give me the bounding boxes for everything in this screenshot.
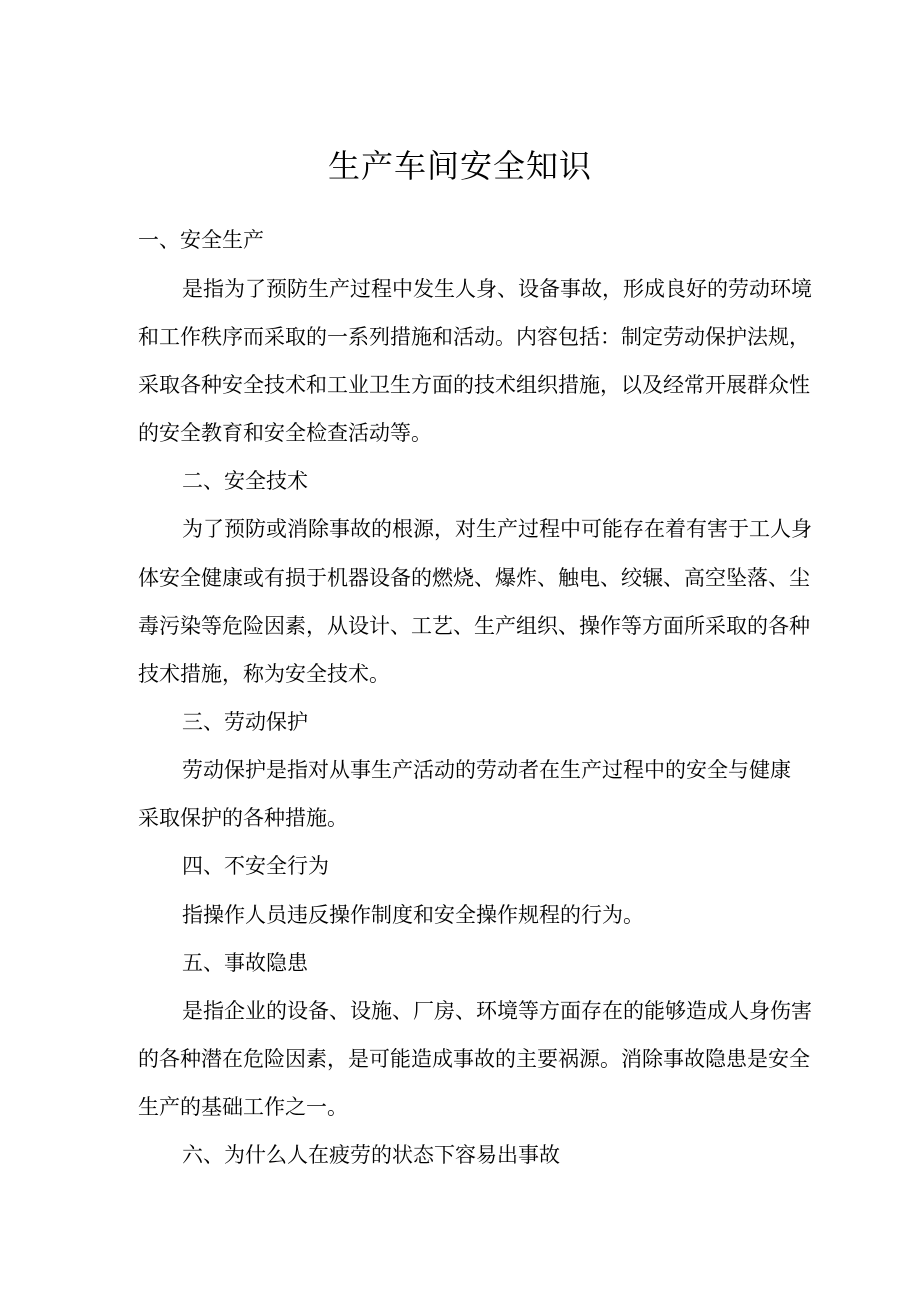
section-heading-5: 五、事故隐患 [182,951,308,975]
section-heading-4: 四、不安全行为 [182,854,329,878]
paragraph-line: 技术措施，称为安全技术。 [138,662,390,686]
paragraph-line: 是指为了预防生产过程中发生人身、设备事故，形成良好的劳动环境 [182,277,812,301]
section-heading-6: 六、为什么人在疲劳的状态下容易出事故 [182,1143,560,1167]
paragraph-line: 劳动保护是指对从事生产活动的劳动者在生产过程中的安全与健康 [182,758,791,782]
paragraph-line: 和工作秩序而采取的一系列措施和活动。内容包括：制定劳动保护法规， [138,325,810,349]
paragraph-line: 是指企业的设备、设施、厂房、环境等方面存在的能够造成人身伤害 [182,999,812,1023]
section-heading-3: 三、劳动保护 [182,710,308,734]
section-heading-2: 二、安全技术 [182,469,308,493]
paragraph-line: 为了预防或消除事故的根源，对生产过程中可能存在着有害于工人身 [182,517,812,541]
section-heading-1: 一、安全生产 [138,228,264,252]
paragraph-line: 生产的基础工作之一。 [138,1095,348,1119]
paragraph-line: 体安全健康或有损于机器设备的燃烧、爆炸、触电、绞辗、高空坠落、尘 [138,566,810,590]
paragraph-line: 指操作人员违反操作制度和安全操作规程的行为。 [182,903,644,927]
paragraph-line: 的各种潜在危险因素，是可能造成事故的主要祸源。消除事故隐患是安全 [138,1047,810,1071]
paragraph-line: 采取各种安全技术和工业卫生方面的技术组织措施，以及经常开展群众性 [138,373,810,397]
paragraph-line: 的安全教育和安全检查活动等。 [138,421,432,445]
page-title: 生产车间安全知识 [327,147,592,185]
paragraph-line: 毒污染等危险因素，从设计、工艺、生产组织、操作等方面所采取的各种 [138,614,810,638]
paragraph-line: 采取保护的各种措施。 [138,806,348,830]
